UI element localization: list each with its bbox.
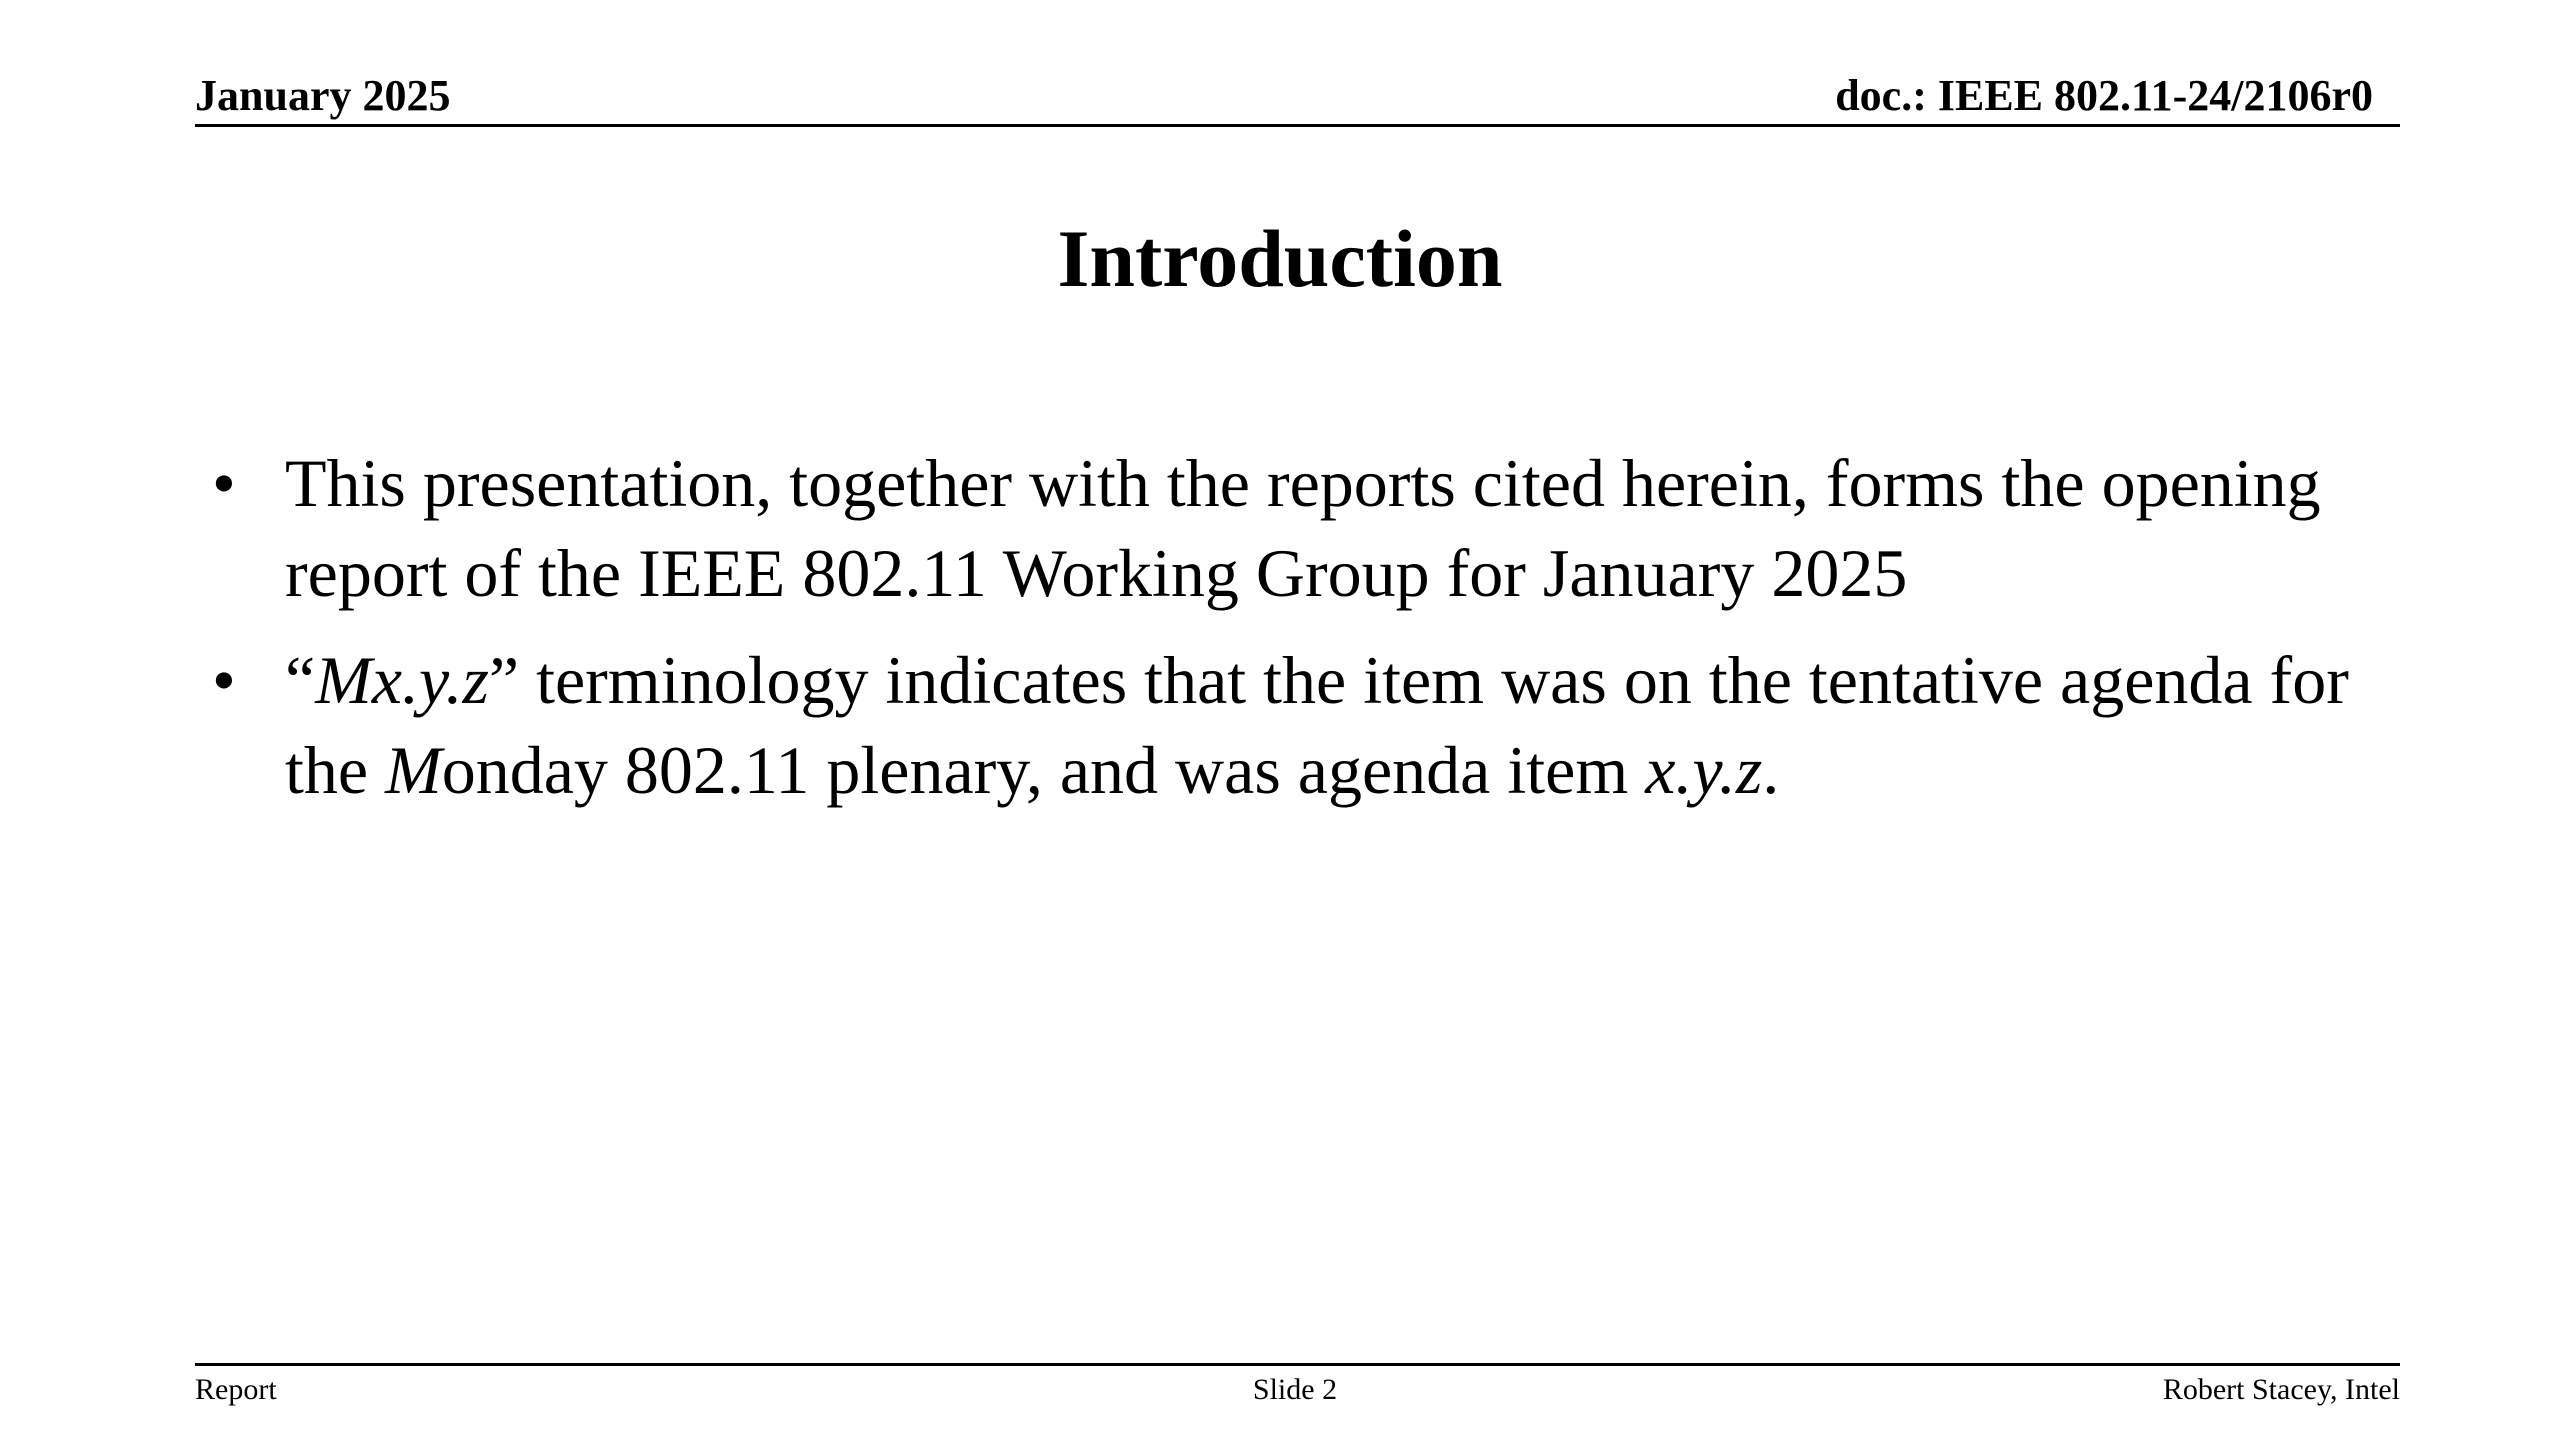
item-ref-xyz: x.y.z <box>1645 732 1763 808</box>
bullet-list <box>212 438 2412 832</box>
bullet-item-2 <box>212 635 2412 815</box>
header-date: January 2025 <box>195 71 451 120</box>
footer-divider <box>195 1363 2400 1366</box>
bullet-text: This presentation, together with the reports cited herein, forms the opening report of the IEEE 802.11 Working Group for January 2025 <box>285 445 2321 611</box>
end-punct: . <box>1762 732 1780 808</box>
bullet-marker: • <box>212 445 236 521</box>
bullet-text <box>285 635 2412 815</box>
footer-left: Report <box>195 1373 277 1406</box>
header-doc-id: doc.: IEEE 802.11-24/2106r0 <box>1835 71 2373 120</box>
term-mxyz: Mx.y.z <box>315 642 489 718</box>
bullet-marker: • <box>212 642 236 718</box>
footer-slide-number: Slide 2 <box>1252 1373 1338 1406</box>
footer-author: Robert Stacey, Intel <box>2162 1373 2400 1406</box>
bullet-item-1 <box>212 438 2412 618</box>
m-letter: M <box>385 732 442 808</box>
header-divider <box>195 124 2400 127</box>
bullet-text-part: onday 802.11 plenary, and was agenda item <box>441 732 1646 808</box>
slide-title: Introduction <box>1057 213 1503 304</box>
open-quote: “ <box>285 642 316 718</box>
bullet-text-part: ” terminology indicates that the item was on the tentative agenda for the <box>285 642 2349 808</box>
